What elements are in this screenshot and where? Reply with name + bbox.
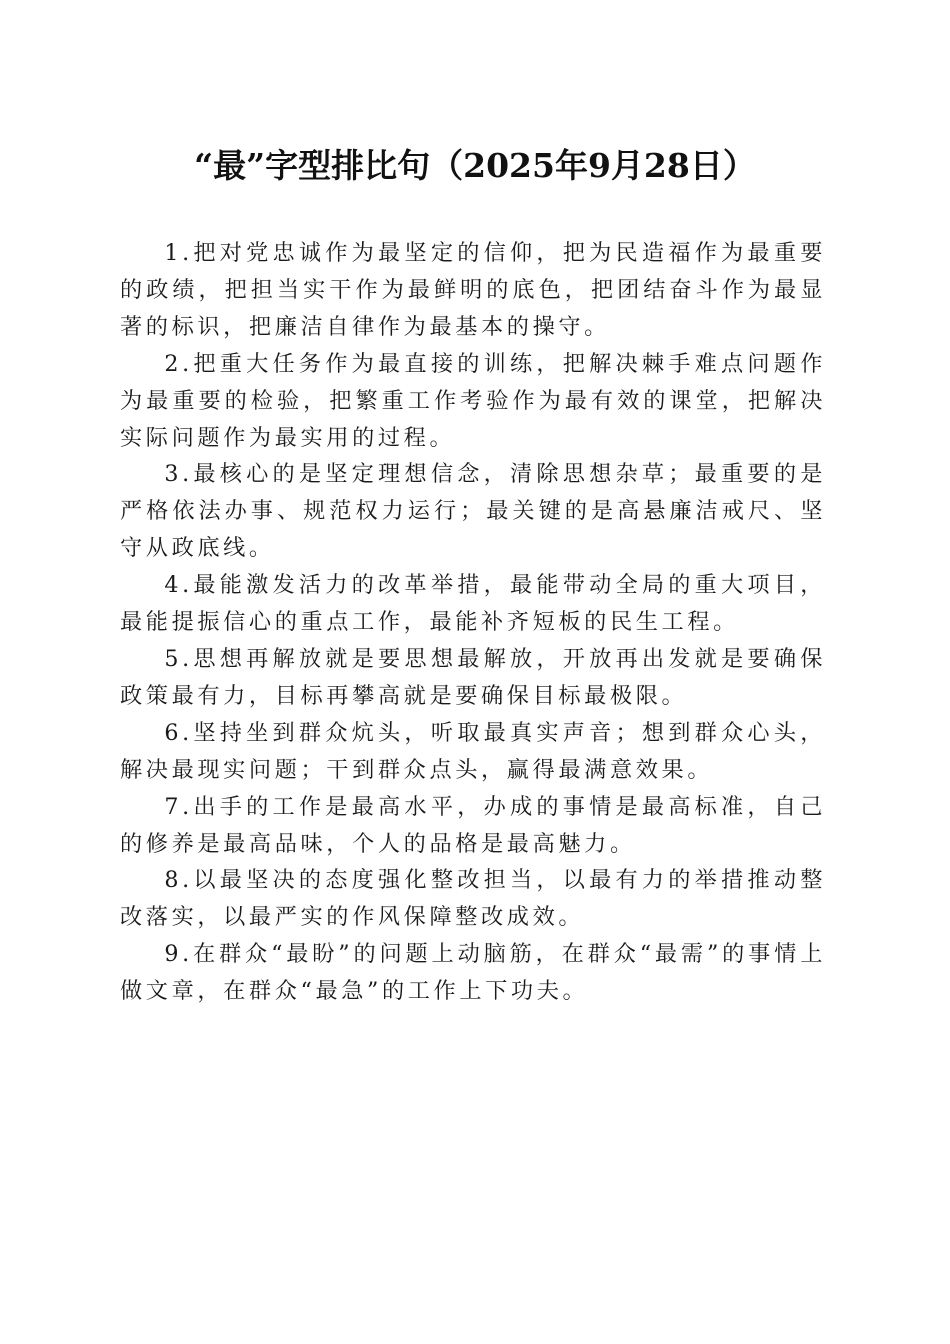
paragraph-4: 4.最能激发活力的改革举措，最能带动全局的重大项目，最能提振信心的重点工作，最能补齐短板的民生工程。	[120, 572, 826, 636]
paragraph-7: 7.出手的工作是最高水平，办成的事情是最高标准，自己的修养是最高品味，个人的品格是最高魅力。	[120, 793, 826, 857]
paragraph-1: 1.把对党忠诚作为最坚定的信仰，把为民造福作为最重要的政绩，把担当实干作为最鲜明的底色，把团结奋斗作为最显著的标识，把廉洁自律作为最基本的操守。	[120, 240, 826, 340]
paragraph-3: 3.最核心的是坚定理想信念，清除思想杂草；最重要的是严格依法办事、规范权力运行；最关键的是高悬廉洁戒尺、坚守从政底线。	[120, 461, 826, 562]
paragraph-9: 9.在群众“最盼”的问题上动脑筋，在群众“最需”的事情上做文章，在群众“最急”的工作上下功夫。	[120, 941, 826, 1005]
paragraph-5: 5.思想再解放就是要思想最解放，开放再出发就是要确保政策最有力，目标再攀高就是要确保目标最极限。	[120, 645, 826, 709]
document-title: “最”字型排比句（2025年9月28日）	[194, 146, 756, 185]
paragraph-8: 8.以最坚决的态度强化整改担当，以最有力的举措推动整改落实，以最严实的作风保障整改成效。	[120, 867, 826, 931]
paragraph-2: 2.把重大任务作为最直接的训练，把解决棘手难点问题作为最重要的检验，把繁重工作考验作为最有效的课堂，把解决实际问题作为最实用的过程。	[120, 350, 826, 451]
document-body	[120, 235, 826, 1010]
paragraph-6: 6.坚持坐到群众炕头，听取最真实声音；想到群众心头，解决最现实问题；干到群众点头，赢得最满意效果。	[120, 719, 826, 783]
